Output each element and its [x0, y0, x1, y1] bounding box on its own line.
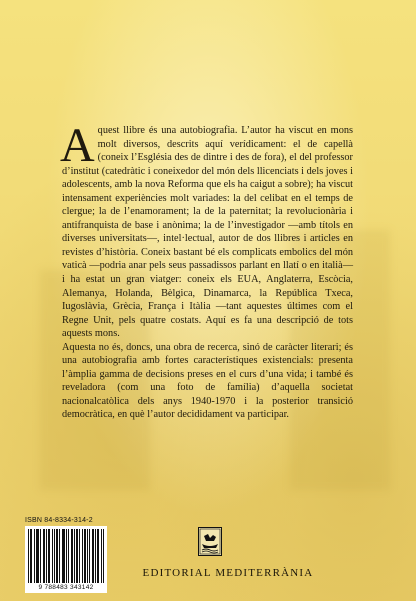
barcode-digits: 9 788483 343142: [38, 584, 94, 591]
blurb: [60, 119, 353, 422]
isbn-block: [25, 517, 107, 593]
blurb-paragraph: Aquesta no és, doncs, una obra de recerca, sinó de caràcter literari; és una autobiografia amb fortes característiques existencials: presenta l’àmplia gamma de decisions preses en el curs d’una vida; i també és reveladora (com una foto de família) d’aquella societat nacionalcatòlica dels anys 1940-1970 i la posterior transició democràtica, en què l’autor decididament va participar.: [62, 341, 353, 421]
ship-emblem-icon: [198, 527, 222, 556]
barcode-bar: [103, 529, 104, 583]
barcode: [25, 526, 107, 593]
publisher-name: EDITORIAL MEDITERRÀNIA: [142, 567, 314, 579]
barcode-bars: [28, 529, 104, 583]
drop-cap: A: [60, 119, 95, 172]
blurb-paragraph: Aquest llibre és una autobiografia. L’autor ha viscut en mons molt diversos, descrits aquí verídicament: el de capellà (coneix l’Església des de dintre i des de fora), el del professor d’institut (catedràtic i coneixedor del món dels llicenciats i dels joves i adolescents, amb la nova Reforma que els ha caigut a sobre); ha viscut intensament experiències molt variades: la del celibat en el temps de clergue; la de l’enamorament; la de la paternitat; la revolucionària i antifranquista de base i anònima; la de l’investigador —amb títols en diverses universitats—, intel·lectual, autor de dos llibres i articles en revistes d’història. Coneix bastant bé els complicats embolics del món vaticà —podria anar pels seus passadissos parlant en llatí o en italià— i ha estat un gran viatger: coneix els EUA, Anglaterra, Escòcia, Alemanya, Holanda, Bèlgica, Dinamarca, la República Txeca, Iugoslàvia, Grècia, França i Itàlia —tant aquestes últimes com el Regne Unit, pels quatre costats. Aquí es fa una descripció de tots aquests mons.: [60, 119, 353, 340]
isbn-label: ISBN 84-8334-314-2: [25, 517, 93, 524]
